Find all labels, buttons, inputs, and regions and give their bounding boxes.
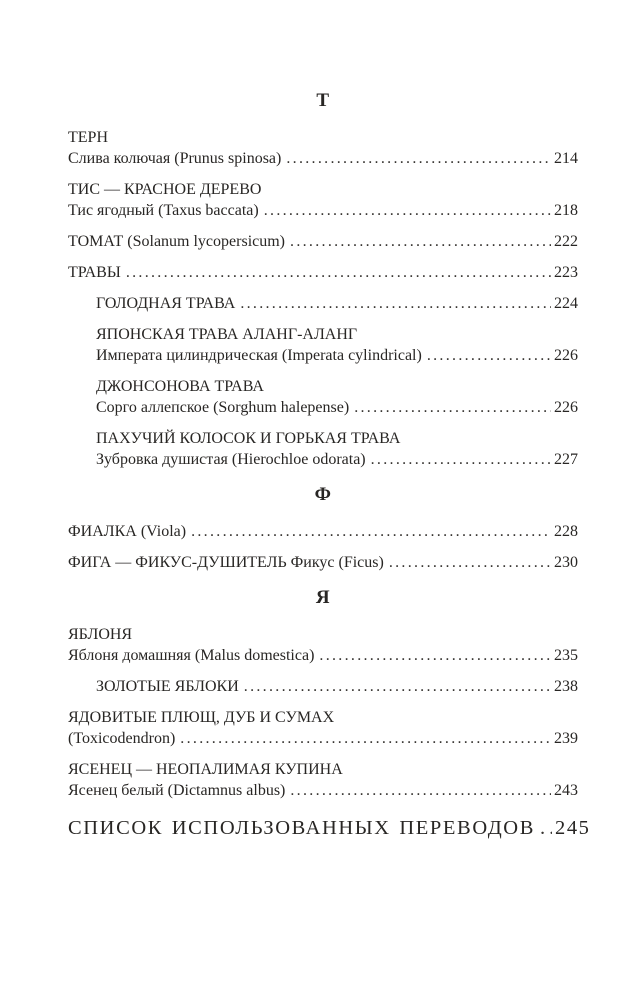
entry-title: ПАХУЧИЙ КОЛОСОК И ГОРЬКАЯ ТРАВА	[96, 430, 401, 447]
footer-page-number: 245	[554, 817, 591, 839]
entry-title: ЯБЛОНЯ	[68, 626, 133, 643]
dot-leader	[244, 676, 551, 697]
dot-leader	[191, 521, 551, 542]
entry-title: ТИС — КРАСНОЕ ДЕРЕВО	[68, 181, 262, 198]
entry-page-number: 223	[554, 264, 578, 281]
footer-title: СПИСОК ИСПОЛЬЗОВАННЫХ ПЕРЕВОДОВ	[68, 817, 535, 839]
entry-title: ЯДОВИТЫЕ ПЛЮЩ, ДУБ И СУМАХ	[68, 709, 335, 726]
toc-entry[interactable]	[96, 293, 578, 314]
entry-subtitle: Императа цилиндрическая (Imperata cylindrical)	[96, 347, 422, 364]
toc-section	[68, 88, 578, 470]
entry-subtitle: ТРАВЫ	[68, 264, 121, 281]
dot-leader	[371, 449, 551, 470]
entry-subtitle: (Toxicodendron)	[68, 730, 176, 747]
dot-leader	[319, 645, 551, 666]
entry-subtitle: ФИГА — ФИКУС-ДУШИТЕЛЬ Фикус (Ficus)	[68, 554, 384, 571]
entry-subtitle: ЗОЛОТЫЕ ЯБЛОКИ	[96, 678, 239, 695]
entry-page-number: 224	[554, 295, 578, 312]
entry-page-number: 228	[554, 523, 578, 540]
entry-subtitle: Сорго аллепское (Sorghum halepense)	[96, 399, 350, 416]
dot-leader	[264, 200, 551, 221]
toc-entry[interactable]	[68, 759, 578, 801]
toc-section	[68, 482, 578, 573]
toc	[68, 88, 578, 801]
toc-entry[interactable]	[96, 376, 578, 418]
entry-page-number: 230	[554, 554, 578, 571]
section-entries	[68, 624, 578, 801]
section-letter: Я	[315, 587, 331, 608]
dot-leader	[389, 552, 551, 573]
entry-title: ЯПОНСКАЯ ТРАВА АЛАНГ-АЛАНГ	[96, 326, 358, 343]
entry-page-number: 226	[554, 347, 578, 364]
toc-entry[interactable]	[68, 521, 578, 542]
dot-leader	[354, 397, 551, 418]
toc-entry[interactable]	[68, 179, 578, 221]
entry-title: ЯСЕНЕЦ — НЕОПАЛИМАЯ КУПИНА	[68, 761, 343, 778]
dot-leader	[240, 293, 551, 314]
dot-leader	[286, 148, 551, 169]
entry-page-number: 235	[554, 647, 578, 664]
toc-entry[interactable]	[68, 231, 578, 252]
toc-entry[interactable]	[68, 262, 578, 283]
toc-section	[68, 585, 578, 801]
section-entries	[68, 127, 578, 470]
toc-footer-entry[interactable]	[68, 815, 591, 841]
entry-subtitle: Зубровка душистая (Hierochloe odorata)	[96, 451, 366, 468]
entry-page-number: 238	[554, 678, 578, 695]
entry-subtitle: ГОЛОДНАЯ ТРАВА	[96, 295, 236, 312]
entry-subtitle: Яблоня домашняя (Malus domestica)	[68, 647, 315, 664]
toc-entry[interactable]	[96, 324, 578, 366]
dot-leader	[290, 231, 551, 252]
entry-subtitle: ФИАЛКА (Viola)	[68, 523, 187, 540]
toc-entry[interactable]	[68, 127, 578, 169]
entry-page-number: 222	[554, 233, 578, 250]
dot-leader	[180, 728, 551, 749]
section-letter: Ф	[314, 484, 332, 505]
dot-leader	[427, 345, 551, 366]
section-letter: Т	[316, 90, 330, 111]
dot-leader	[126, 262, 551, 283]
entry-page-number: 218	[554, 202, 578, 219]
entry-subtitle: Ясенец белый (Dictamnus albus)	[68, 782, 286, 799]
toc-entry[interactable]	[96, 428, 578, 470]
entry-subtitle: Тис ягодный (Taxus baccata)	[68, 202, 259, 219]
toc-entry[interactable]	[68, 552, 578, 573]
dot-leader	[540, 815, 552, 841]
entry-subtitle: Слива колючая (Prunus spinosa)	[68, 150, 282, 167]
entry-page-number: 239	[554, 730, 578, 747]
entry-page-number: 243	[554, 782, 578, 799]
dot-leader	[290, 780, 551, 801]
toc-entry[interactable]	[96, 676, 578, 697]
entry-page-number: 227	[554, 451, 578, 468]
toc-entry[interactable]	[68, 624, 578, 666]
entry-page-number: 214	[554, 150, 578, 167]
entry-title: ТЕРН	[68, 129, 108, 146]
entry-subtitle: ТОМАТ (Solanum lycopersicum)	[68, 233, 286, 250]
entry-title: ДЖОНСОНОВА ТРАВА	[96, 378, 264, 395]
section-entries	[68, 521, 578, 573]
toc-entry[interactable]	[68, 707, 578, 749]
entry-page-number: 226	[554, 399, 578, 416]
